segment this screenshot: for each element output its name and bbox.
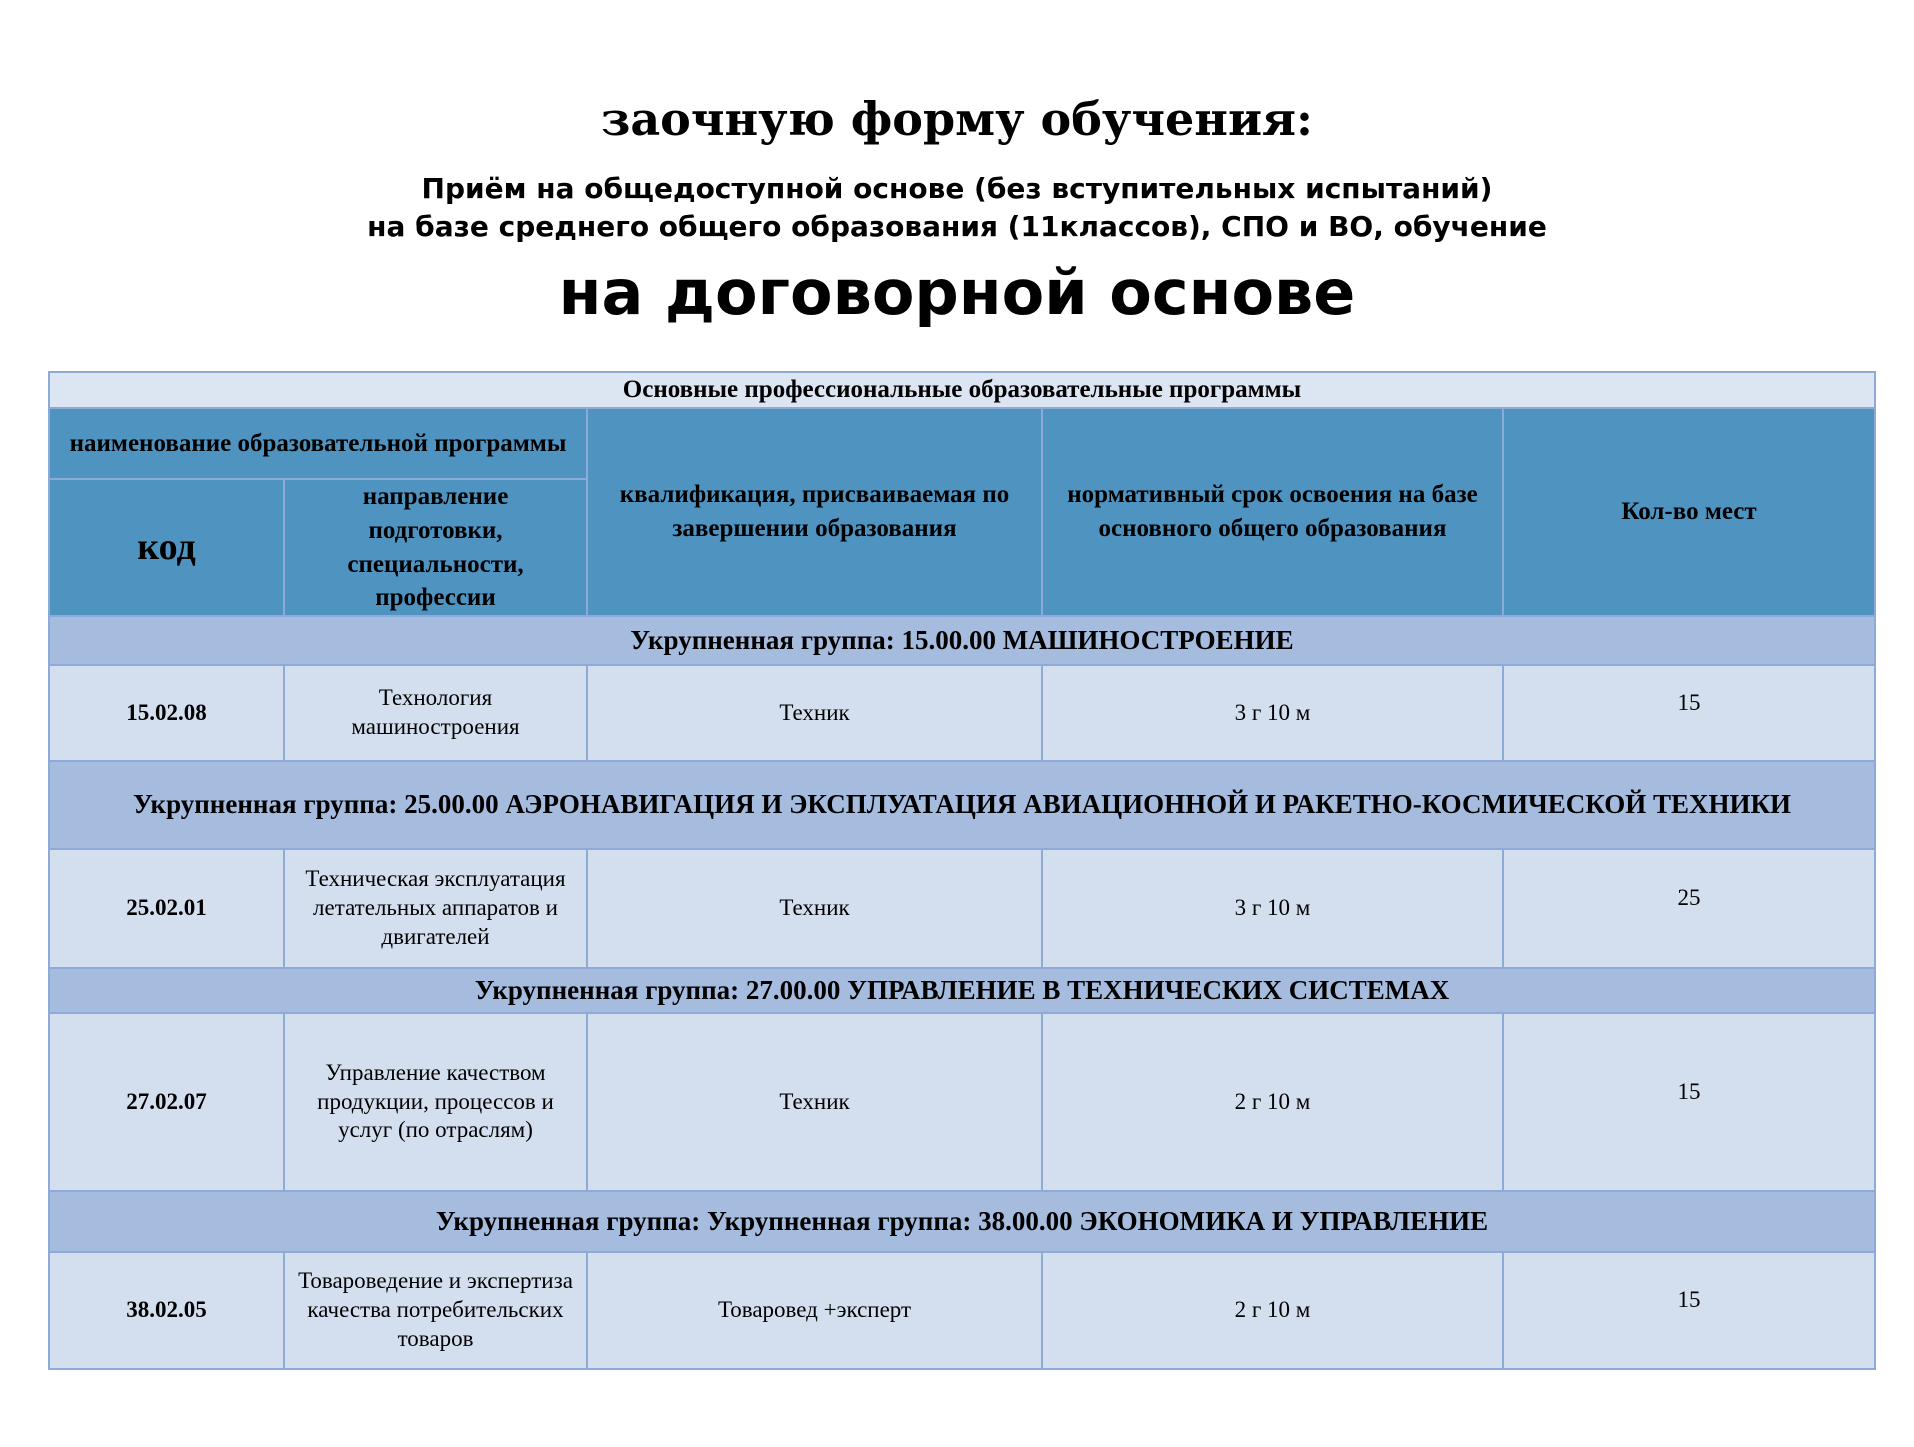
program-duration: 2 г 10 м — [1042, 1013, 1503, 1191]
program-places-value: 25 — [1677, 885, 1701, 911]
program-duration: 3 г 10 м — [1042, 665, 1503, 761]
subtitle-line-2: на базе среднего общего образования (11классов), СПО и ВО, обучение — [367, 210, 1547, 243]
table-row — [49, 665, 1875, 761]
program-code: 38.02.05 — [49, 1252, 284, 1369]
program-qualification: Техник — [587, 1013, 1042, 1191]
table-row — [49, 849, 1875, 968]
group-row — [49, 761, 1875, 849]
group-row — [49, 968, 1875, 1013]
program-places — [1503, 1013, 1875, 1191]
qualification-header: квалификация, присваиваемая по завершении образования — [587, 408, 1042, 616]
program-direction: Технология машиностроения — [284, 665, 587, 761]
program-places — [1503, 1252, 1875, 1369]
group-title: Укрупненная группа: 15.00.00 МАШИНОСТРОЕНИЕ — [49, 616, 1875, 665]
program-qualification: Техник — [587, 849, 1042, 968]
group-title: Укрупненная группа: 27.00.00 УПРАВЛЕНИЕ В ТЕХНИЧЕСКИХ СИСТЕМАХ — [49, 968, 1875, 1013]
program-code: 25.02.01 — [49, 849, 284, 968]
program-places-value: 15 — [1677, 1287, 1701, 1313]
table-top-header: Основные профессиональные образовательные программы — [49, 372, 1875, 408]
group-row — [49, 1191, 1875, 1252]
program-direction: Товароведение и экспертиза качества потребительских товаров — [284, 1252, 587, 1369]
column-header-row — [49, 408, 1875, 479]
program-places-value: 15 — [1677, 689, 1701, 715]
code-header: код — [49, 479, 284, 616]
program-places — [1503, 665, 1875, 761]
program-places — [1503, 849, 1875, 968]
direction-header: направление подготовки, специальности, профессии — [284, 479, 587, 616]
program-qualification: Техник — [587, 665, 1042, 761]
program-code: 27.02.07 — [49, 1013, 284, 1191]
group-title: Укрупненная группа: 25.00.00 АЭРОНАВИГАЦИЯ И ЭКСПЛУАТАЦИЯ АВИАЦИОННОЙ И РАКЕТНО-КОСМИЧЕСКОЙ ТЕХНИКИ — [49, 761, 1875, 849]
program-code: 15.02.08 — [49, 665, 284, 761]
subtitle-line-1: Приём на общедоступной основе (без вступительных испытаний) — [421, 172, 1493, 205]
program-duration: 2 г 10 м — [1042, 1252, 1503, 1369]
program-direction: Техническая эксплуатация летательных аппаратов и двигателей — [284, 849, 587, 968]
program-name-header: наименование образовательной программы — [49, 408, 587, 479]
contract-basis-title: на договорной основе — [558, 256, 1356, 329]
duration-header: нормативный срок освоения на базе основного общего образования — [1042, 408, 1503, 616]
program-qualification: Товаровед +эксперт — [587, 1252, 1042, 1369]
programs-table — [48, 371, 1876, 1370]
places-header: Кол-во мест — [1503, 408, 1875, 616]
group-row — [49, 616, 1875, 665]
page-title: заочную форму обучения: — [600, 92, 1314, 146]
table-row — [49, 1013, 1875, 1191]
table-top-header-row — [49, 372, 1875, 408]
group-title: Укрупненная группа: Укрупненная группа: 38.00.00 ЭКОНОМИКА И УПРАВЛЕНИЕ — [49, 1191, 1875, 1252]
program-direction: Управление качеством продукции, процессов и услуг (по отраслям) — [284, 1013, 587, 1191]
program-duration: 3 г 10 м — [1042, 849, 1503, 968]
program-places-value: 15 — [1677, 1078, 1701, 1104]
table-row — [49, 1252, 1875, 1369]
